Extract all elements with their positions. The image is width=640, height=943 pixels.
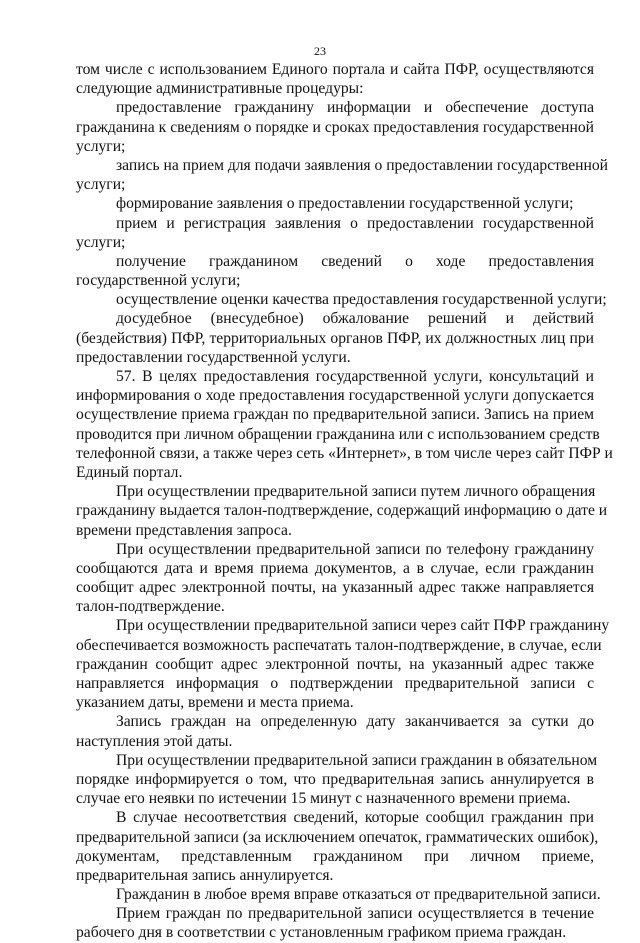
text-line: телефонной связи, а также через сеть «Интернет», в том числе через сайт ПФР и — [76, 444, 613, 462]
text-line: государственной услуги; — [76, 272, 241, 290]
text-line: времени представления запроса. — [76, 521, 292, 539]
paragraph — [76, 751, 598, 809]
text-line: Запись граждан на определенную дату заканчивается за сутки до — [116, 713, 594, 731]
paragraph — [76, 367, 613, 482]
text-line: услуги; — [76, 137, 126, 155]
text-line: указанием даты, времени и места приема. — [76, 694, 354, 712]
paragraph — [76, 540, 594, 617]
paragraph — [76, 616, 610, 712]
text-line: обеспечивается возможность распечатать талон-подтверждение, в случае, если — [76, 636, 602, 654]
text-line: том числе с использованием Единого портала и сайта ПФР, осуществляются — [76, 61, 594, 78]
paragraph — [76, 194, 594, 213]
text-line: осуществление приема граждан по предварительной записи. Запись на прием — [76, 406, 594, 424]
paragraph — [76, 885, 601, 904]
paragraph — [76, 808, 599, 885]
text-line: Единый портал. — [76, 463, 183, 481]
page-number: 23 — [314, 44, 326, 58]
paragraph — [76, 904, 594, 942]
text-line: сообщаются дата и время приема документов, а в случае, если гражданин — [76, 559, 594, 577]
text-line: гражданин сообщит адрес электронной почты, на указанный адрес также — [76, 655, 594, 673]
paragraph — [76, 214, 594, 252]
text-line: рабочего дня в соответствии с установленным графиком приема граждан. — [76, 924, 567, 942]
text-line: 57. В целях предоставления государственной услуги, консультаций и — [116, 368, 594, 385]
text-line: запись на прием для подачи заявления о предоставлении государственной — [116, 156, 608, 174]
text-line: предварительная запись аннулируется. — [76, 866, 334, 884]
text-line: Гражданин в любое время вправе отказаться от предварительной записи. — [116, 886, 601, 904]
text-line: следующие административные процедуры: — [76, 80, 364, 98]
text-line: документам, представленным гражданином при личном приеме, — [76, 847, 594, 865]
text-line: В случае несоответствия сведений, которые сообщил гражданин при — [116, 809, 594, 827]
text-line: При осуществлении предварительной записи через сайт ПФР гражданину — [116, 617, 610, 635]
text-line: При осуществлении предварительной записи путем личного обращения — [116, 483, 596, 501]
text-line: услуги; — [76, 176, 126, 194]
text-line: услуги; — [76, 233, 126, 251]
text-line: талон-подтверждение. — [76, 598, 225, 616]
text-line: информирования о ходе предоставления государственной услуги допускается — [76, 387, 594, 405]
paragraph — [76, 290, 607, 309]
text-line: (бездействия) ПФР, территориальных органов ПФР, их должностных лиц при — [76, 329, 594, 347]
text-line: При осуществлении предварительной записи гражданин в обязательном — [116, 751, 598, 769]
text-line: предоставление гражданину информации и обеспечение доступа — [116, 99, 594, 117]
text-line: предварительной записи (за исключением опечаток, грамматических ошибок), — [76, 828, 599, 846]
paragraph — [76, 309, 594, 367]
text-line: прием и регистрация заявления о предоставлении государственной — [116, 214, 594, 232]
text-line: порядке информируется о том, что предварительная запись аннулируется в — [76, 770, 594, 788]
paragraph — [76, 482, 608, 540]
text-line: предоставлении государственной услуги. — [76, 348, 351, 366]
text-line: проводится при личном обращении гражданина или с использованием средств — [76, 425, 600, 443]
text-line: направляется информация о подтверждении предварительной записи с — [76, 675, 594, 692]
text-line: осуществление оценки качества предоставления государственной услуги; — [116, 291, 607, 309]
text-line: случае его неявки по истечении 15 минут с назначенного времени приема. — [76, 790, 571, 808]
text-line: гражданину выдается талон-подтверждение, содержащий информацию о дате и — [76, 502, 608, 520]
text-line: формирование заявления о предоставлении государственной услуги; — [116, 195, 574, 213]
document-body — [76, 60, 613, 943]
paragraph — [76, 60, 594, 98]
text-line: гражданина к сведениям о порядке и сроках предоставления государственной — [76, 118, 594, 136]
text-line: При осуществлении предварительной записи по телефону гражданину — [116, 540, 594, 558]
paragraph — [76, 252, 594, 290]
text-line: досудебное (внесудебное) обжалование решений и действий — [116, 310, 594, 328]
paragraph — [76, 712, 594, 750]
text-line: получение гражданином сведений о ходе предоставления — [116, 252, 594, 270]
text-line: сообщит адрес электронной почты, на указанный адрес также направляется — [76, 579, 594, 597]
text-line: наступления этой даты. — [76, 732, 233, 750]
text-line: Прием граждан по предварительной записи осуществляется в течение — [116, 905, 594, 923]
paragraph — [76, 156, 608, 194]
paragraph — [76, 98, 594, 156]
